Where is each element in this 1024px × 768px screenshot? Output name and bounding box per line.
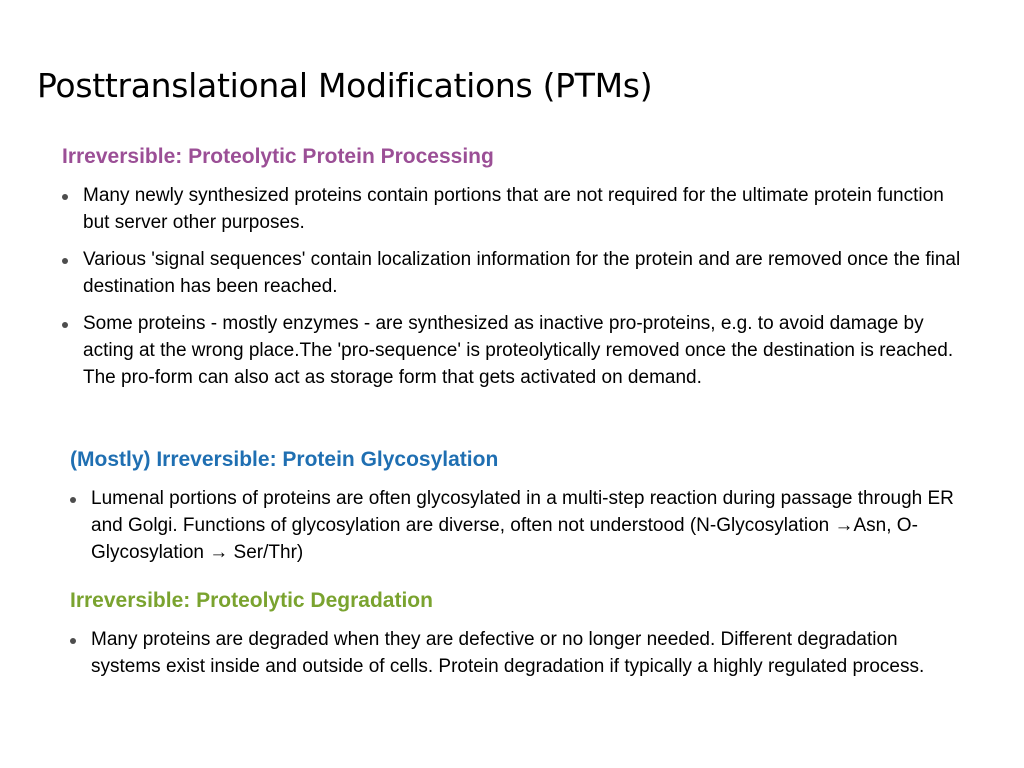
bullet-list bbox=[70, 485, 960, 566]
section-degradation bbox=[70, 588, 965, 680]
bullet-text: Many proteins are degraded when they are defective or no longer needed. Different degradation systems exist inside and outside of cells. Protein degradation if typically a highly regulated process. bbox=[91, 629, 925, 678]
bullet-item bbox=[70, 485, 960, 566]
bullet-dot-icon bbox=[62, 194, 68, 200]
bullet-dot-icon bbox=[62, 322, 68, 328]
section-proteolytic-processing bbox=[62, 144, 962, 391]
bullet-text: Many newly synthesized proteins contain portions that are not required for the ultimate protein function but server other purposes. bbox=[83, 185, 944, 234]
bullet-item bbox=[62, 310, 962, 391]
slide-title: Posttranslational Modifications (PTMs) bbox=[37, 66, 653, 105]
bullet-item bbox=[70, 626, 965, 680]
bullet-dot-icon bbox=[70, 497, 76, 503]
section-heading: Irreversible: Proteolytic Degradation bbox=[70, 589, 433, 612]
bullet-item bbox=[62, 246, 962, 300]
section-heading: (Mostly) Irreversible: Protein Glycosylation bbox=[70, 448, 499, 471]
bullet-text: Lumenal portions of proteins are often glycosylated in a multi-step reaction during passage through ER and Golgi. Functions of glycosylation are diverse, often not understood (N-Glycosylation →Asn, O-Glycosylation → Ser/Thr) bbox=[91, 488, 954, 564]
bullet-dot-icon bbox=[62, 258, 68, 264]
bullet-list bbox=[62, 182, 962, 391]
bullet-text: Some proteins - mostly enzymes - are synthesized as inactive pro-proteins, e.g. to avoid damage by acting at the wrong place.The 'pro-sequence' is proteolytically removed once the destination is reached. The pro-form can also act as storage form that gets activated on demand. bbox=[83, 313, 954, 389]
section-glycosylation bbox=[70, 447, 960, 566]
bullet-list bbox=[70, 626, 965, 680]
bullet-item bbox=[62, 182, 962, 236]
section-heading: Irreversible: Proteolytic Protein Processing bbox=[62, 145, 494, 168]
bullet-text: Various 'signal sequences' contain localization information for the protein and are removed once the final destination has been reached. bbox=[83, 249, 961, 298]
bullet-dot-icon bbox=[70, 638, 76, 644]
